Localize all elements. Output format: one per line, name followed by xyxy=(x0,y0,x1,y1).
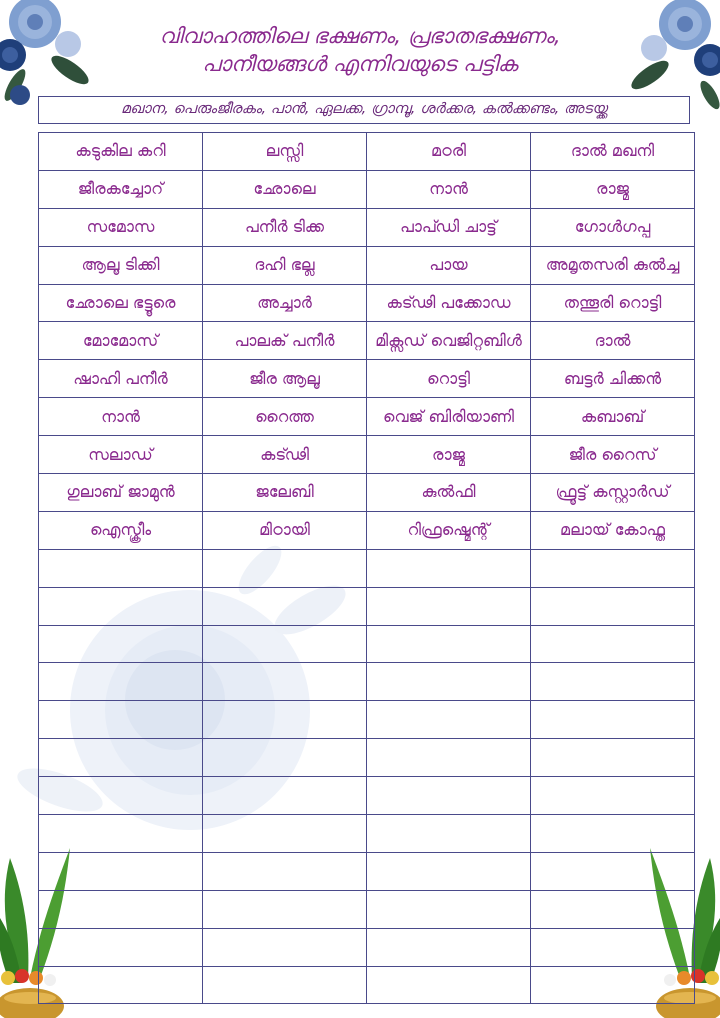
table-cell xyxy=(203,890,367,928)
table-cell xyxy=(367,815,531,853)
table-cell xyxy=(203,587,367,625)
table-cell: കബാബ് xyxy=(531,398,695,436)
condiments-list: മഖാന, പെരുംജീരകം, പാൻ, ഏലക്ക, ഗ്രാമ്പൂ, ശർക്കര, കൽക്കണ്ടം, അടയ്ക്ക xyxy=(38,96,690,124)
table-cell xyxy=(39,890,203,928)
table-row xyxy=(39,322,695,360)
table-cell: ഛോലെ ഭട്ടൂരെ xyxy=(39,284,203,322)
table-cell: സമോസ xyxy=(39,208,203,246)
table-cell xyxy=(39,663,203,701)
table-row xyxy=(39,890,695,928)
table-row xyxy=(39,549,695,587)
table-cell: നാൻ xyxy=(367,170,531,208)
table-row xyxy=(39,701,695,739)
table-cell: ഫ്രൂട്ട് കസ്റ്റാർഡ് xyxy=(531,474,695,512)
title-line-1: വിവാഹത്തിലെ ഭക്ഷണം, പ്രഭാതഭക്ഷണം, xyxy=(159,24,561,48)
table-cell: മോമോസ് xyxy=(39,322,203,360)
table-cell: അച്ചാർ xyxy=(203,284,367,322)
table-cell xyxy=(203,663,367,701)
table-cell: ബട്ടർ ചിക്കൻ xyxy=(531,360,695,398)
table-row xyxy=(39,436,695,474)
table-cell: നാൻ xyxy=(39,398,203,436)
table-row xyxy=(39,739,695,777)
table-row xyxy=(39,928,695,966)
food-menu-table xyxy=(38,132,695,1004)
table-cell xyxy=(367,890,531,928)
table-cell xyxy=(39,739,203,777)
table-cell xyxy=(203,701,367,739)
table-cell: ദാൽ മഖനി xyxy=(531,133,695,171)
table-cell xyxy=(531,852,695,890)
table-cell xyxy=(39,928,203,966)
table-row xyxy=(39,360,695,398)
table-cell xyxy=(531,777,695,815)
table-row xyxy=(39,852,695,890)
table-row xyxy=(39,398,695,436)
table-cell: വെജ് ബിരിയാണി xyxy=(367,398,531,436)
table-cell xyxy=(39,625,203,663)
table-cell: അമൃതസരി കുൽച്ച xyxy=(531,246,695,284)
table-row xyxy=(39,777,695,815)
table-cell: ദാൽ xyxy=(531,322,695,360)
table-cell xyxy=(531,549,695,587)
table-cell: പാപ്ഡി ചാട്ട് xyxy=(367,208,531,246)
table-cell: ഗുലാബ് ജാമുൻ xyxy=(39,474,203,512)
table-cell xyxy=(367,777,531,815)
table-cell xyxy=(531,625,695,663)
table-cell: സലാഡ് xyxy=(39,436,203,474)
table-cell: പായ xyxy=(367,246,531,284)
table-cell: ഐസ്ക്രീം xyxy=(39,511,203,549)
table-cell xyxy=(39,777,203,815)
table-row xyxy=(39,625,695,663)
table-cell xyxy=(367,663,531,701)
table-cell xyxy=(367,852,531,890)
table-row xyxy=(39,474,695,512)
table-row xyxy=(39,208,695,246)
title-line-2: പാനീയങ്ങൾ എന്നിവയുടെ പട്ടിക xyxy=(202,52,518,76)
table-cell xyxy=(367,928,531,966)
table-cell xyxy=(367,587,531,625)
table-cell: മിക്സഡ് വെജിറ്റബിൾ xyxy=(367,322,531,360)
table-cell: കട്ഢി xyxy=(203,436,367,474)
table-cell xyxy=(531,966,695,1004)
table-cell xyxy=(203,852,367,890)
table-cell: മിഠായി xyxy=(203,511,367,549)
table-cell xyxy=(39,966,203,1004)
table-row xyxy=(39,815,695,853)
table-cell: രാജ്മ xyxy=(531,170,695,208)
table-cell xyxy=(203,928,367,966)
table-cell: ജലേബി xyxy=(203,474,367,512)
table-row xyxy=(39,663,695,701)
table-cell: റൊട്ടി xyxy=(367,360,531,398)
table-cell: പാലക് പനീർ xyxy=(203,322,367,360)
table-row xyxy=(39,587,695,625)
table-cell xyxy=(203,815,367,853)
page-title xyxy=(0,22,720,78)
table-cell: മഠരി xyxy=(367,133,531,171)
table-row xyxy=(39,133,695,171)
table-cell: രാജ്മ xyxy=(367,436,531,474)
table-cell xyxy=(39,815,203,853)
table-cell xyxy=(39,852,203,890)
table-cell: പനീർ ടിക്ക xyxy=(203,208,367,246)
table-cell: കടുകില കറി xyxy=(39,133,203,171)
table-cell xyxy=(531,928,695,966)
table-cell xyxy=(203,777,367,815)
table-cell: ലസ്സി xyxy=(203,133,367,171)
table-cell xyxy=(203,739,367,777)
table-cell: ജീര ആലൂ xyxy=(203,360,367,398)
table-cell xyxy=(203,549,367,587)
table-cell xyxy=(531,815,695,853)
table-cell xyxy=(531,701,695,739)
table-cell xyxy=(531,739,695,777)
table-cell xyxy=(367,701,531,739)
table-cell xyxy=(367,739,531,777)
table-cell: ഗോൾഗപ്പ xyxy=(531,208,695,246)
table-cell xyxy=(39,549,203,587)
table-cell: റിഫ്രഷ്മെന്റ് xyxy=(367,511,531,549)
table-cell xyxy=(203,966,367,1004)
table-cell xyxy=(531,587,695,625)
table-row xyxy=(39,246,695,284)
table-cell: റൈത്ത xyxy=(203,398,367,436)
table-cell xyxy=(203,625,367,663)
table-cell xyxy=(531,890,695,928)
table-cell xyxy=(367,966,531,1004)
table-row xyxy=(39,966,695,1004)
table-cell xyxy=(531,663,695,701)
table-cell: ജീരകച്ചോറ് xyxy=(39,170,203,208)
table-cell: മലായ് കോഫ്ത xyxy=(531,511,695,549)
table-cell xyxy=(39,587,203,625)
table-cell: ഷാഹി പനീർ xyxy=(39,360,203,398)
table-row xyxy=(39,511,695,549)
table-cell: ഛോലെ xyxy=(203,170,367,208)
table-cell: കുൽഫി xyxy=(367,474,531,512)
table-cell: ആലൂ ടിക്കി xyxy=(39,246,203,284)
table-cell xyxy=(367,549,531,587)
table-row xyxy=(39,284,695,322)
table-cell xyxy=(39,701,203,739)
table-cell xyxy=(367,625,531,663)
table-cell: തന്തൂരി റൊട്ടി xyxy=(531,284,695,322)
table-cell: ജീര റൈസ് xyxy=(531,436,695,474)
table-cell: ദഹി ഭല്ല xyxy=(203,246,367,284)
table-row xyxy=(39,170,695,208)
table-cell: കട്ഢി പക്കോഡ xyxy=(367,284,531,322)
